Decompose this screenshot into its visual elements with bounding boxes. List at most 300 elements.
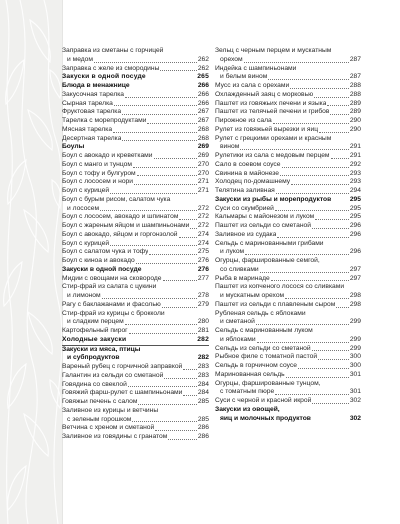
toc-dot-leader [133, 167, 197, 168]
toc-entry-title: со сливками [220, 265, 259, 273]
toc-entry [62, 152, 209, 161]
toc-entry [215, 310, 361, 319]
toc-entry [62, 187, 209, 196]
toc-right-column [215, 47, 361, 423]
toc-entry [215, 266, 361, 275]
toc-entry [62, 170, 209, 179]
toc-dot-leader [168, 439, 196, 440]
toc-entry [215, 170, 361, 179]
toc-page-number: 276 [197, 257, 209, 264]
toc-entry-title: Заливное из курицы и ветчины [62, 406, 159, 414]
toc-dot-leader [290, 88, 349, 89]
toc-entry [215, 178, 361, 187]
toc-entry-title: Мидии с овощами на сковороде [62, 274, 162, 282]
toc-section-heading [215, 406, 361, 415]
toc-dot-leader [330, 114, 348, 115]
toc-entry [215, 152, 361, 161]
toc-page-number: 266 [197, 90, 209, 98]
toc-page-number: 265 [197, 73, 209, 81]
toc-entry [62, 283, 209, 292]
toc-page-number: 262 [197, 55, 209, 63]
toc-page-number: 267 [197, 108, 209, 116]
toc-entry [215, 345, 361, 354]
toc-dot-leader [315, 219, 349, 220]
toc-page-number: 284 [197, 389, 209, 397]
toc-page-number: 299 [349, 344, 361, 352]
toc-dot-leader [94, 62, 197, 63]
toc-page-number: 289 [349, 99, 361, 107]
toc-entry [62, 407, 209, 416]
toc-entry-title: Сельдь в горчичном соусе [215, 362, 297, 369]
toc-dot-leader [114, 105, 197, 106]
toc-dot-leader [336, 307, 349, 308]
toc-entry-title: Холодные закуски [62, 335, 127, 343]
toc-entry [62, 301, 209, 310]
toc-dot-leader [125, 97, 197, 98]
toc-entry [215, 56, 361, 65]
toc-entry-title: Закусочная тарелка [62, 90, 125, 98]
toc-entry [215, 283, 361, 292]
toc-dot-leader [331, 158, 349, 159]
toc-page-number: 296 [349, 222, 361, 229]
toc-entry-title: Боул с тофу и булгуром [62, 169, 136, 177]
toc-page-number: 283 [197, 371, 209, 379]
toc-dot-leader [100, 210, 197, 211]
toc-page-number: 300 [349, 353, 361, 361]
toc-dot-leader [277, 237, 348, 238]
toc-page-number: 272 [197, 204, 209, 212]
toc-entry-title: Галантин из сельди со сметаной [62, 371, 164, 379]
toc-page-number: 279 [197, 300, 209, 308]
toc-entry [62, 275, 209, 284]
toc-entry [62, 196, 209, 205]
toc-entry-title: Паштет из телячьей печени и грибов [215, 108, 330, 116]
toc-page-number: 283 [197, 363, 209, 370]
toc-page-number: 278 [197, 292, 209, 299]
toc-page-number: 282 [197, 335, 209, 343]
toc-dot-leader [128, 386, 197, 387]
toc-entry [215, 275, 361, 284]
toc-section-heading [215, 415, 361, 424]
toc-dot-leader [154, 158, 197, 159]
leaf-pattern-icon [0, 0, 62, 524]
toc-page-number: 286 [197, 424, 209, 432]
toc-entry [215, 380, 361, 389]
toc-page-number: 281 [197, 327, 209, 334]
toc-entry-title: Индейка с шампиньонами [215, 64, 297, 72]
toc-entry [62, 91, 209, 100]
toc-page-number: 285 [197, 398, 209, 405]
toc-entry [62, 292, 209, 301]
toc-page-number: 270 [197, 160, 209, 168]
toc-entry-title: яиц и молочных продуктов [220, 414, 311, 422]
toc-dot-leader [132, 421, 196, 422]
toc-entry-title: и сладким перцем [67, 318, 124, 326]
toc-entry-title: и лососем [67, 204, 100, 212]
toc-entry [215, 100, 361, 109]
toc-entry-title: Зельц с черным перцем и мускатным [215, 47, 332, 54]
toc-entry-title: Телятина заливная [215, 187, 275, 194]
toc-section-heading [62, 73, 209, 82]
toc-dot-leader [286, 377, 349, 378]
toc-dot-leader [275, 210, 349, 211]
toc-entry [215, 73, 361, 82]
toc-entry [62, 231, 209, 240]
toc-page-number: 287 [349, 73, 361, 81]
toc-dot-leader [285, 298, 349, 299]
toc-dot-leader [137, 175, 197, 176]
toc-entry-title: Десертная тарелка [62, 134, 122, 142]
toc-entry [62, 318, 209, 327]
toc-page-number: 282 [197, 354, 209, 362]
toc-entry-title: и медом [67, 55, 93, 63]
toc-entry-title: Закуски из мяса, птицы [62, 345, 141, 353]
toc-entry [62, 433, 209, 442]
toc-page-number: 269 [197, 143, 209, 151]
toc-dot-leader [256, 324, 349, 325]
toc-section-heading [62, 346, 209, 355]
toc-entry-title: Охлажденный заяц с морковью [215, 90, 314, 98]
toc-entry [215, 65, 361, 74]
toc-dot-leader [110, 245, 197, 246]
toc-entry [62, 205, 209, 214]
toc-entry-title: Картофельный пирог [62, 327, 128, 334]
toc-dot-leader [129, 333, 197, 334]
toc-page-number: 284 [197, 380, 209, 388]
toc-dot-leader [179, 237, 197, 238]
toc-dot-leader [280, 175, 349, 176]
toc-entry-title: Боул с киноа и авокадо [62, 257, 135, 264]
toc-page-number: 302 [349, 397, 361, 404]
toc-dot-leader [149, 254, 196, 255]
toc-page-number: 269 [197, 152, 209, 159]
toc-entry [62, 310, 209, 319]
toc-entry-title: Суси со скумбрией [215, 204, 274, 212]
toc-entry-title: Кальмары с майонезом и луком [215, 213, 315, 221]
decorative-leaf-border [0, 0, 63, 524]
toc-page-number: 262 [197, 64, 209, 72]
toc-entry-title: Закуски в одной посуде [62, 73, 146, 81]
toc-entry-title: Холодец по-домашнему [215, 178, 291, 186]
toc-entry-title: Паштет из сельди со сметаной [215, 222, 311, 229]
toc-entry-title: Сырная тарелка [62, 99, 113, 107]
toc-dot-leader [271, 280, 349, 281]
toc-entry [215, 257, 361, 266]
toc-entry-title: Мясная тарелка [62, 125, 113, 133]
toc-entry [62, 135, 209, 144]
toc-entry-title: Боул с лососем, авокадо и шпинатом [62, 213, 179, 221]
toc-entry-title: Тарелка с морепродуктами [62, 117, 147, 124]
toc-page-number: 289 [349, 108, 361, 116]
toc-page-number: 288 [349, 90, 361, 98]
toc-dot-leader [163, 280, 197, 281]
toc-entry-title: Говядина со свеклой [62, 380, 127, 388]
toc-dot-leader [319, 132, 349, 133]
toc-dot-leader [244, 62, 349, 63]
toc-entry-title: Рулет с грецкими орехами и красным [215, 134, 332, 142]
toc-dot-leader [298, 368, 349, 369]
toc-section-heading [62, 82, 209, 91]
toc-entry-title: и сметаной [220, 318, 255, 326]
toc-entry [215, 327, 361, 336]
toc-entry-title: Рубленая сельдь с яблоками [215, 309, 306, 317]
toc-dot-leader [122, 140, 196, 141]
toc-entry-title: Говяжий фарш-рулет с шампиньонами [62, 389, 183, 397]
toc-entry [62, 398, 209, 407]
toc-page-number: 290 [349, 117, 361, 124]
toc-dot-leader [102, 298, 197, 299]
toc-section-heading [62, 143, 209, 152]
toc-dot-leader [160, 70, 196, 71]
toc-dot-leader [312, 403, 349, 404]
toc-page-number: 288 [349, 82, 361, 89]
toc-dot-leader [147, 123, 196, 124]
toc-section-heading [62, 266, 209, 275]
toc-page-number: 295 [349, 195, 361, 203]
toc-entry-title: Паштет из копченого лосося со сливками [215, 283, 345, 291]
toc-dot-leader [164, 378, 197, 379]
toc-page-number: 294 [349, 187, 361, 194]
toc-dot-leader [245, 254, 349, 255]
toc-entry-title: с томатным пюре [220, 388, 275, 396]
toc-entry-title: Сало в соевом соусе [215, 160, 281, 168]
toc-dot-leader [125, 324, 197, 325]
toc-page-number: 267 [197, 117, 209, 124]
toc-entry-title: Сельдь с маринованными грибами [215, 239, 324, 247]
toc-page-number: 286 [197, 433, 209, 440]
toc-entry-title: Боул с авокадо и креветками [62, 152, 153, 159]
toc-entry-title: Стир-фрай из салата с цукини [62, 283, 157, 291]
toc-entry [215, 248, 361, 257]
toc-dot-leader [291, 184, 349, 185]
toc-section-heading [62, 336, 209, 346]
toc-page-number: 297 [349, 265, 361, 273]
toc-page-number: 293 [349, 169, 361, 177]
toc-page-number: 276 [197, 265, 209, 273]
toc-page-number: 297 [349, 274, 361, 282]
toc-entry [215, 336, 361, 345]
toc-dot-leader [312, 350, 349, 351]
toc-entry [62, 363, 209, 372]
toc-dot-leader [155, 430, 197, 431]
toc-page-number: 272 [197, 213, 209, 221]
toc-entry [215, 143, 361, 152]
toc-dot-leader [276, 193, 349, 194]
toc-page-number: 266 [197, 99, 209, 107]
toc-entry-title: Заливное из судака [215, 230, 277, 238]
toc-entry-title: Мусс из сала с орехами [215, 82, 290, 89]
toc-entry [62, 178, 209, 187]
toc-entry [62, 327, 209, 336]
toc-entry-title: Боул с салатом чука и тофу [62, 248, 149, 256]
toc-entry [215, 135, 361, 144]
toc-dot-leader [318, 359, 349, 360]
toc-entry [215, 108, 361, 117]
toc-entry [62, 240, 209, 249]
toc-entry-title: и мускатным орехом [220, 292, 285, 299]
toc-dot-leader [136, 263, 197, 264]
toc-entry-title: Свинина в майонезе [215, 169, 279, 177]
toc-entry [215, 371, 361, 380]
toc-entry [215, 187, 361, 196]
toc-entry-title: и яблоками [220, 335, 256, 343]
toc-entry [62, 424, 209, 433]
toc-page-number: 291 [349, 152, 361, 159]
toc-entry [215, 318, 361, 327]
toc-dot-leader [268, 79, 349, 80]
toc-dot-leader [312, 228, 349, 229]
toc-entry [62, 47, 209, 56]
toc-entry [215, 301, 361, 310]
toc-page-number: 274 [197, 239, 209, 247]
toc-entry [215, 362, 361, 371]
toc-entry-title: Заправка с желе из смородины [62, 64, 160, 72]
toc-dot-leader [273, 123, 349, 124]
toc-page-number: 277 [197, 274, 209, 282]
toc-entry-title: Боул с курицей [62, 239, 110, 247]
toc-entry [62, 222, 209, 231]
toc-entry [215, 397, 361, 406]
toc-entry-title: Паштет из сельди с плавленым сыром [215, 300, 336, 308]
toc-entry [215, 82, 361, 91]
toc-entry-title: Заправка из сметаны с горчицей [62, 47, 164, 54]
toc-dot-leader [138, 404, 196, 405]
toc-entry-title: с зеленым горошком [67, 415, 132, 423]
toc-entry [62, 213, 209, 222]
toc-entry-title: и луком [220, 248, 245, 256]
toc-entry-title: Фруктовая тарелка [62, 108, 122, 116]
toc-page-number: 272 [197, 222, 209, 229]
toc-entry-title: Рыбное филе с томатной пастой [215, 353, 318, 361]
toc-entry-title: Сельдь из сельди со сметаной [215, 344, 311, 352]
toc-dot-leader [240, 149, 349, 150]
toc-entry-title: Закуски в одной посуде [62, 265, 142, 273]
toc-page-number: 268 [197, 125, 209, 133]
toc-entry-title: Ветчина с хреном и сметаной [62, 424, 155, 432]
toc-entry-title: Рагу с баклажанами и фасолью [62, 300, 161, 308]
toc-dot-leader [183, 395, 196, 396]
toc-entry [215, 292, 361, 301]
toc-entry-title: Говяжьи печень с салом [62, 398, 138, 405]
toc-entry [62, 126, 209, 135]
toc-dot-leader [113, 132, 197, 133]
toc-entry [215, 231, 361, 240]
toc-entry-title: Закуски из рыбы и морепродуктов [215, 195, 332, 203]
toc-entry-title: и лимоном [67, 292, 101, 299]
toc-page-number: 287 [349, 55, 361, 63]
toc-entry-title: Суси с черной и красной икрой [215, 397, 312, 404]
toc-entry [62, 117, 209, 126]
toc-page-number: 266 [197, 82, 209, 89]
toc-entry [215, 205, 361, 214]
toc-page-number: 280 [197, 318, 209, 326]
toc-entry [215, 222, 361, 231]
toc-entry-title: Блюда в менажнице [62, 82, 130, 89]
toc-dot-leader [275, 394, 349, 395]
toc-dot-leader [122, 114, 197, 115]
toc-page-number: 296 [349, 248, 361, 256]
toc-entry-title: Паштет из говяжьих печени и языка [215, 99, 327, 107]
toc-entry-title: Боул с курицей [62, 187, 110, 194]
toc-entry [215, 126, 361, 135]
toc-page-number: 292 [349, 160, 361, 168]
toc-page-number: 268 [197, 134, 209, 142]
toc-section-heading [62, 354, 209, 363]
toc-entry [215, 161, 361, 170]
toc-entry-title: Вареный рубец с горчичной заправкой [62, 363, 183, 370]
toc-entry-title: Рыба в маринаде [215, 274, 270, 282]
toc-dot-leader [134, 184, 197, 185]
toc-page-number: 296 [349, 230, 361, 238]
toc-page-number: 271 [197, 178, 209, 186]
toc-entry [62, 56, 209, 65]
toc-entry [215, 353, 361, 362]
toc-entry [62, 248, 209, 257]
toc-page-number: 295 [349, 213, 361, 221]
toc-page-number: 300 [349, 362, 361, 369]
toc-dot-leader [183, 369, 197, 370]
toc-entry [215, 91, 361, 100]
toc-entry-title: Огурцы, фаршированные семгой, [215, 257, 320, 264]
toc-entry-title: Рулетики из сала с медовым перцем [215, 152, 330, 159]
toc-page-number: 295 [349, 204, 361, 212]
toc-entry [215, 213, 361, 222]
toc-entry [62, 108, 209, 117]
toc-page-number: 291 [349, 143, 361, 151]
toc-entry [62, 257, 209, 266]
toc-entry-title: и субпродуктов [67, 354, 120, 362]
toc-page-number: 298 [349, 300, 361, 308]
toc-page-number: 290 [349, 125, 361, 133]
toc-entry-title: Огурцы, фаршированные тунцом, [215, 379, 321, 387]
toc-entry [62, 161, 209, 170]
toc-entry [215, 117, 361, 126]
toc-page-number: 271 [197, 187, 209, 194]
toc-entry-title: Стир-фрай из курицы с брокколи [62, 309, 165, 317]
toc-entry-title: Боул с манго и тунцом [62, 160, 132, 168]
toc-dot-leader [162, 307, 197, 308]
toc-page-number: 285 [197, 415, 209, 423]
toc-page-number: 293 [349, 178, 361, 186]
toc-entry-title: Сельдь с маринованным луком [215, 327, 313, 334]
toc-entry-title: вином [220, 143, 240, 151]
toc-dot-leader [314, 97, 349, 98]
toc-entry-title: Боул с бурым рисом, салатом чука [62, 195, 171, 203]
toc-dot-leader [179, 219, 196, 220]
toc-left-column [62, 47, 209, 442]
toc-page-number: 301 [349, 388, 361, 396]
toc-entry [215, 47, 361, 56]
toc-entry [215, 240, 361, 249]
toc-page-number: 274 [197, 230, 209, 238]
toc-entry-title: и белым вином [220, 73, 268, 81]
toc-entry [215, 388, 361, 397]
toc-entry-title: Боул с авокадо, яйцом и горгонзолой [62, 230, 178, 238]
toc-entry [62, 416, 209, 425]
toc-page-number: 299 [349, 318, 361, 326]
toc-entry [62, 65, 209, 74]
toc-dot-leader [282, 167, 349, 168]
toc-page-number: 302 [349, 414, 361, 422]
toc-entry-title: орехом [220, 55, 243, 63]
toc-dot-leader [327, 105, 348, 106]
toc-entry-title: Пирожное из сала [215, 117, 272, 124]
toc-page-number: 301 [349, 370, 361, 378]
toc-entry-title: Боул с лососем и нори [62, 178, 134, 186]
toc-entry-title: Рулет из говяжьей вырезки и яиц [215, 125, 319, 133]
toc-entry-title: Боулы [62, 143, 85, 151]
toc-page-number: 275 [197, 248, 209, 256]
